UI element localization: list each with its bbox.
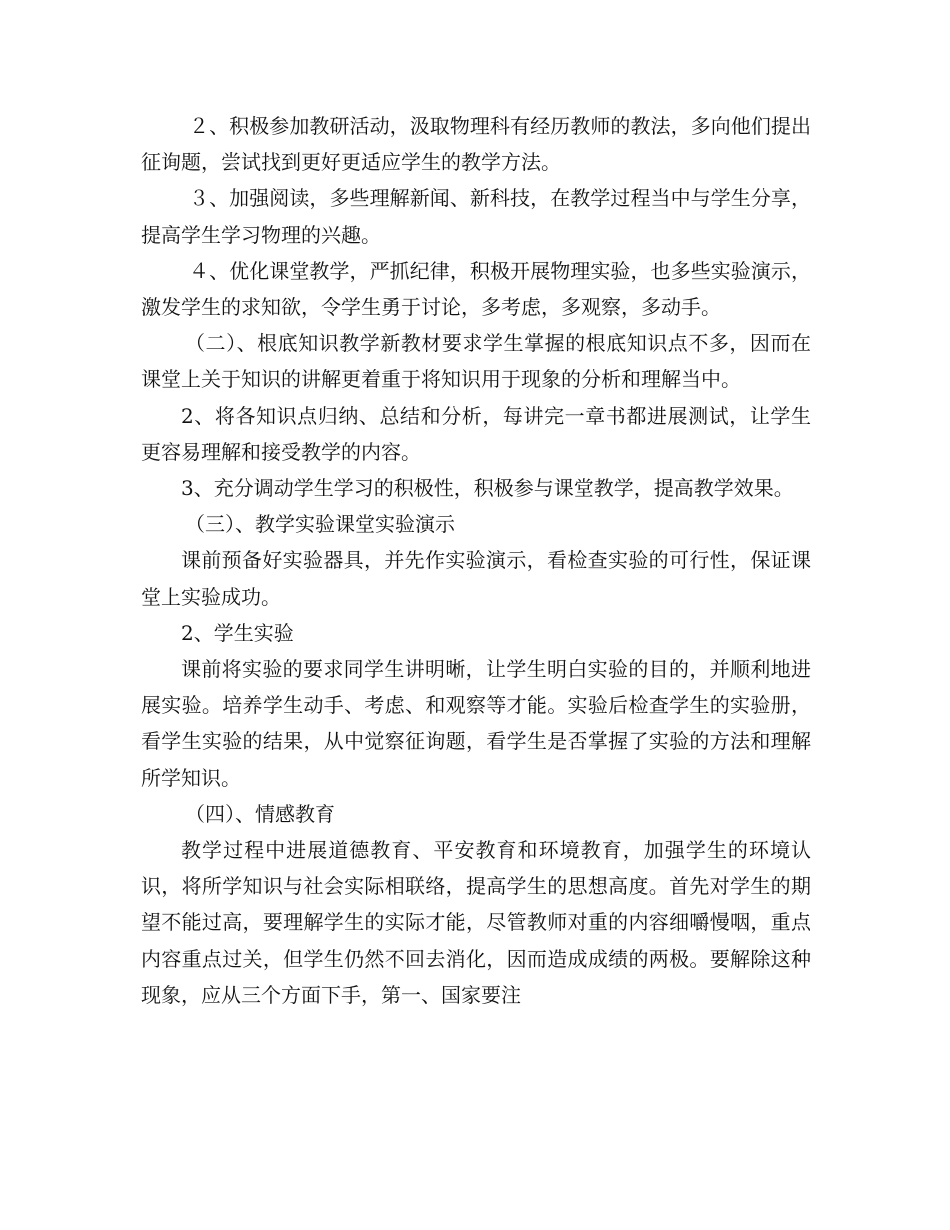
paragraph-emotion-education: 教学过程中进展道德教育、平安教育和环境教育，加强学生的环境认识，将所学知识与社会实际相联络，提高学生的思想高度。首先对学生的期望不能过高，要理解学生的实际才能，尽管教师对重的内容细嚼慢咽，重点内容重点过关，但学生仍然不回去消化，因而造成成绩的两极。要解除这种现象，应从三个方面下手，第一、国家要注 <box>141 838 811 1007</box>
document-body <box>141 108 811 1013</box>
section-heading-2: （二）、根底知识教学新教材要求学生掌握的根底知识点不多，因而在课堂上关于知识的讲解更着重于将知识用于现象的分析和理解当中。 <box>141 331 811 392</box>
section-heading-4: （四）、情感教育 <box>185 801 335 826</box>
paragraph-item-3: ３、加强阅读，多些理解新闻、新科技，在教学过程当中与学生分享，提高学生学习物理的兴趣。 <box>141 186 811 247</box>
paragraph-summary: 2、将各知识点归纳、总结和分析，每讲完一章书都进展测试，让学生更容易理解和接受教学的内容。 <box>141 403 811 464</box>
paragraph-student-experiment: 课前将实验的要求同学生讲明晰，让学生明白实验的目的，并顺利地进展实验。培养学生动手、考虑、和观察等才能。实验后检查学生的实验册，看学生实验的结果，从中觉察征询题，看学生是否掌握了实验的方法和理解所学知识。 <box>141 657 811 790</box>
section-heading-3: （三）、教学实验课堂实验演示 <box>185 512 455 537</box>
paragraph-item-4: ４、优化课堂教学，严抓纪律，积极开展物理实验，也多些实验演示，激发学生的求知欲，令学生勇于讨论，多考虑，多观察，多动手。 <box>141 258 811 320</box>
paragraph-item-2: ２、积极参加教研活动，汲取物理科有经历教师的教法，多向他们提出征询题，尝试找到更好更适应学生的教学方法。 <box>141 114 811 175</box>
paragraph-demo-prep: 课前预备好实验器具，并先作实验演示，看检查实验的可行性，保证课堂上实验成功。 <box>141 548 811 609</box>
subheading-student-experiment: 2、学生实验 <box>181 620 294 645</box>
paragraph-motivation: 3、充分调动学生学习的积极性，积极参与课堂教学，提高教学效果。 <box>181 476 794 501</box>
